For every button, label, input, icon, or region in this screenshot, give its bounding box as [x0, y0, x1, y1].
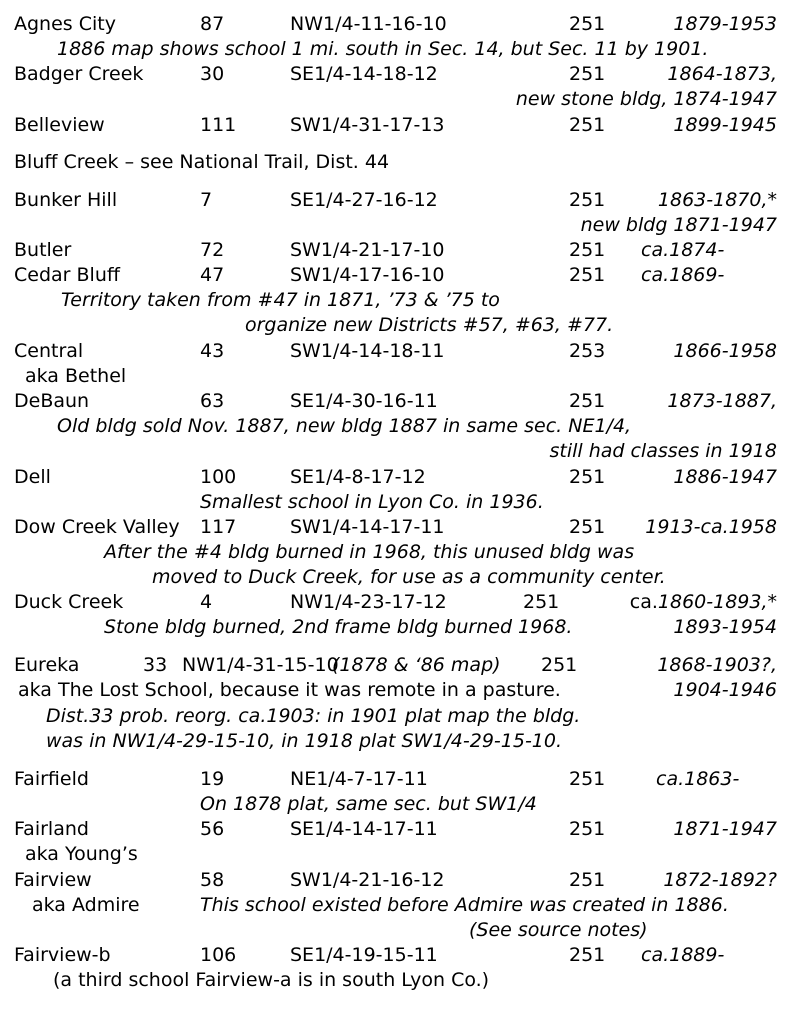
- aka-name: aka Bethel: [25, 365, 127, 387]
- years-active: ca.1874-: [641, 239, 725, 261]
- page-ref: 251: [569, 768, 606, 790]
- district-number: 72: [200, 239, 225, 261]
- aka-name: aka Young’s: [25, 843, 138, 865]
- note-line: This school existed before Admire was created in 1886.: [200, 894, 729, 916]
- legal-location: SW1/4-31-17-13: [290, 114, 445, 136]
- aka-name: aka The Lost School, because it was remote in a pasture.: [18, 679, 561, 701]
- years-active: 1864-1873,: [667, 63, 777, 85]
- note-line: Stone bldg burned, 2nd frame bldg burned 1968.: [104, 616, 573, 638]
- legal-location: SW1/4-14-17-11: [290, 516, 445, 538]
- page-ref: 251: [569, 189, 606, 211]
- legal-location: SE1/4-30-16-11: [290, 390, 438, 412]
- note-line: After the #4 bldg burned in 1968, this unused bldg was: [104, 541, 635, 563]
- years-range: 1860-1893,*: [657, 591, 777, 613]
- legal-location: SW1/4-14-18-11: [290, 340, 445, 362]
- note-line: new stone bldg, 1874-1947: [515, 88, 777, 110]
- legal-location: SE1/4-27-16-12: [290, 189, 438, 211]
- page-ref: 251: [569, 818, 606, 840]
- school-name: Eureka: [14, 654, 80, 676]
- years-active: 1893-1954: [673, 616, 777, 638]
- note-line: Smallest school in Lyon Co. in 1936.: [200, 491, 544, 513]
- legal-location: SW1/4-21-16-12: [290, 869, 445, 891]
- years-active: 1873-1887,: [667, 390, 777, 412]
- note-line: (See source notes): [469, 919, 648, 941]
- school-name: Central: [14, 340, 84, 362]
- years-active: ca.1869-: [641, 264, 725, 286]
- page-ref: 253: [569, 340, 606, 362]
- district-number: 4: [200, 591, 213, 613]
- note-line: new bldg 1871-1947: [580, 214, 777, 236]
- note-line: moved to Duck Creek, for use as a community center.: [152, 566, 666, 588]
- school-name: Duck Creek: [14, 591, 124, 613]
- years-active: 1863-1870,*: [657, 189, 777, 211]
- district-number: 111: [200, 114, 237, 136]
- note-line: organize new Districts #57, #63, #77.: [245, 314, 614, 336]
- years-active: 1868-1903?,: [657, 654, 777, 676]
- page-ref: 251: [569, 239, 606, 261]
- years-active: 1872-1892?: [663, 869, 777, 891]
- district-number: 63: [200, 390, 225, 412]
- page-ref: 251: [541, 654, 578, 676]
- location-note: (1878 & ‘86 map): [332, 654, 501, 676]
- school-name: Dow Creek Valley: [14, 516, 180, 538]
- note-line: 1886 map shows school 1 mi. south in Sec. 14, but Sec. 11 by 1901.: [57, 38, 709, 60]
- years-active: 1886-1947: [673, 466, 777, 488]
- cross-reference: Bluff Creek – see National Trail, Dist. 44: [14, 151, 390, 173]
- district-number: 43: [200, 340, 225, 362]
- legal-location: SE1/4-8-17-12: [290, 466, 426, 488]
- page-ref: 251: [569, 944, 606, 966]
- page-ref: 251: [569, 13, 606, 35]
- page-ref: 251: [523, 591, 560, 613]
- page-ref: 251: [569, 264, 606, 286]
- school-name: Bunker Hill: [14, 189, 118, 211]
- page-ref: 251: [569, 869, 606, 891]
- years-active: 1871-1947: [673, 818, 777, 840]
- page-ref: 251: [569, 114, 606, 136]
- legal-location: NW1/4-23-17-12: [290, 591, 447, 613]
- years-active: 1879-1953: [673, 13, 777, 35]
- district-number: 7: [200, 189, 213, 211]
- legal-location: SW1/4-17-16-10: [290, 264, 445, 286]
- school-name: Agnes City: [14, 13, 116, 35]
- note-line: On 1878 plat, same sec. but SW1/4: [200, 793, 537, 815]
- legal-location: SE1/4-19-15-11: [290, 944, 438, 966]
- school-name: Cedar Bluff: [14, 264, 120, 286]
- legal-location: NW1/4-31-15-10: [182, 654, 339, 676]
- district-number: 117: [200, 516, 237, 538]
- years-active: ca.1863-: [656, 768, 740, 790]
- page-ref: 251: [569, 516, 606, 538]
- page-ref: 251: [569, 390, 606, 412]
- school-name: Belleview: [14, 114, 105, 136]
- years-active: 1904-1946: [673, 679, 777, 701]
- school-name: Fairfield: [14, 768, 89, 790]
- school-name: Badger Creek: [14, 63, 144, 85]
- school-name: Fairland: [14, 818, 89, 840]
- aka-name: aka Admire: [32, 894, 140, 916]
- page-ref: 251: [569, 63, 606, 85]
- note-line: Dist.33 prob. reorg. ca.1903: in 1901 plat map the bldg.: [46, 705, 581, 727]
- years-active: 1866-1958: [673, 340, 777, 362]
- school-name: Dell: [14, 466, 51, 488]
- district-number: 47: [200, 264, 225, 286]
- district-number: 87: [200, 13, 225, 35]
- district-number: 56: [200, 818, 225, 840]
- legal-location: SE1/4-14-17-11: [290, 818, 438, 840]
- legal-location: SW1/4-21-17-10: [290, 239, 445, 261]
- years-prefix: ca.: [629, 591, 658, 613]
- school-name: Fairview: [14, 869, 92, 891]
- years-active: 1913-ca.1958: [645, 516, 777, 538]
- note-line: was in NW1/4-29-15-10, in 1918 plat SW1/4-29-15-10.: [46, 730, 563, 752]
- note-line: Territory taken from #47 in 1871, ’73 & ’75 to: [61, 289, 500, 311]
- district-number: 106: [200, 944, 237, 966]
- district-number: 100: [200, 466, 237, 488]
- page-ref: 251: [569, 466, 606, 488]
- legal-location: NW1/4-11-16-10: [290, 13, 447, 35]
- note-line: (a third school Fairview-a is in south Lyon Co.): [53, 969, 490, 991]
- district-number: 33: [143, 654, 168, 676]
- school-name: Butler: [14, 239, 72, 261]
- school-name: Fairview-b: [14, 944, 111, 966]
- district-number: 58: [200, 869, 225, 891]
- legal-location: SE1/4-14-18-12: [290, 63, 438, 85]
- years-active: ca.1889-: [641, 944, 725, 966]
- note-line: still had classes in 1918: [549, 440, 777, 462]
- years-active: 1899-1945: [673, 114, 777, 136]
- legal-location: NE1/4-7-17-11: [290, 768, 428, 790]
- note-line: Old bldg sold Nov. 1887, new bldg 1887 in same sec. NE1/4,: [57, 415, 632, 437]
- district-number: 19: [200, 768, 225, 790]
- years-active: [630, 590, 777, 614]
- district-number: 30: [200, 63, 225, 85]
- school-name: DeBaun: [14, 390, 90, 412]
